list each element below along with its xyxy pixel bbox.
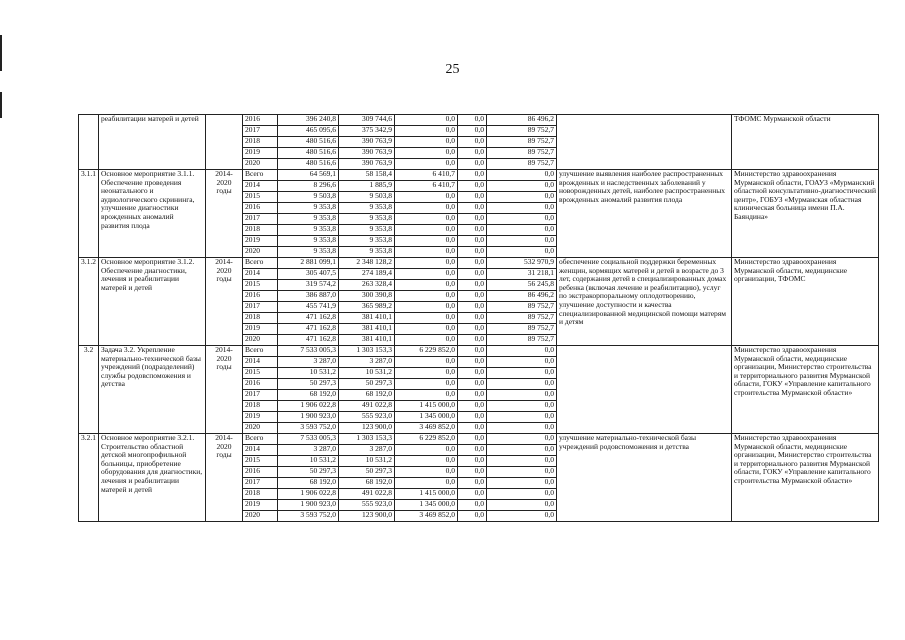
other-sources-cell: 0,0 [487, 346, 557, 357]
federal-budget-cell: 0,0 [395, 225, 458, 236]
total-amount-cell: 64 569,1 [278, 170, 339, 181]
other-sources-cell: 0,0 [487, 214, 557, 225]
regional-budget-cell: 123 900,0 [339, 511, 395, 522]
total-amount-cell: 9 503,8 [278, 192, 339, 203]
regional-budget-cell: 555 923,0 [339, 500, 395, 511]
year-cell: 2019 [243, 236, 278, 247]
measure-description-cell: Задача 3.2. Укрепление материально-технической базы учреждений (подразделений) службы родовспоможения и детства [99, 346, 206, 434]
executor-cell: Министерство здравоохранения Мурманской области, медицинские организации, Министерство строительства и территориального развития Мурманской области, ГОКУ «Управление капитального строительства Мурманской области» [732, 434, 879, 522]
year-cell: 2020 [243, 335, 278, 346]
local-budget-cell: 0,0 [458, 456, 487, 467]
regional-budget-cell: 1 303 153,3 [339, 434, 395, 445]
regional-budget-cell: 390 763,9 [339, 137, 395, 148]
regional-budget-cell: 381 410,1 [339, 313, 395, 324]
local-budget-cell: 0,0 [458, 500, 487, 511]
other-sources-cell: 532 970,9 [487, 258, 557, 269]
item-number-cell [79, 115, 99, 170]
total-amount-cell: 3 287,0 [278, 445, 339, 456]
other-sources-cell: 0,0 [487, 423, 557, 434]
federal-budget-cell: 6 229 852,0 [395, 434, 458, 445]
local-budget-cell: 0,0 [458, 423, 487, 434]
year-cell: 2018 [243, 225, 278, 236]
total-amount-cell: 480 516,6 [278, 137, 339, 148]
page-number: 25 [445, 62, 460, 77]
total-amount-cell: 455 741,9 [278, 302, 339, 313]
other-sources-cell: 56 245,8 [487, 280, 557, 291]
local-budget-cell: 0,0 [458, 181, 487, 192]
federal-budget-cell: 0,0 [395, 214, 458, 225]
year-cell: 2016 [243, 203, 278, 214]
regional-budget-cell: 274 189,4 [339, 269, 395, 280]
federal-budget-cell: 0,0 [395, 203, 458, 214]
regional-budget-cell: 10 531,2 [339, 368, 395, 379]
scan-edge-mark [0, 92, 2, 118]
year-cell: 2014 [243, 269, 278, 280]
total-amount-cell: 2 881 099,1 [278, 258, 339, 269]
local-budget-cell: 0,0 [458, 302, 487, 313]
other-sources-cell: 0,0 [487, 434, 557, 445]
local-budget-cell: 0,0 [458, 390, 487, 401]
federal-budget-cell: 0,0 [395, 368, 458, 379]
total-amount-cell: 1 906 022,8 [278, 401, 339, 412]
local-budget-cell: 0,0 [458, 412, 487, 423]
total-amount-cell: 3 287,0 [278, 357, 339, 368]
local-budget-cell: 0,0 [458, 291, 487, 302]
item-number-cell: 3.2.1 [79, 434, 99, 522]
executor-cell: Министерство здравоохранения Мурманской области, медицинские организации, Министерство строительства и территориального развития Мурманской области, ГОКУ «Управление капитального строительства Мурманской области» [732, 346, 879, 434]
regional-budget-cell: 381 410,1 [339, 324, 395, 335]
federal-budget-cell: 0,0 [395, 390, 458, 401]
year-cell: 2017 [243, 478, 278, 489]
local-budget-cell: 0,0 [458, 203, 487, 214]
other-sources-cell: 0,0 [487, 170, 557, 181]
local-budget-cell: 0,0 [458, 379, 487, 390]
other-sources-cell: 0,0 [487, 478, 557, 489]
local-budget-cell: 0,0 [458, 225, 487, 236]
regional-budget-cell: 9 353,8 [339, 203, 395, 214]
federal-budget-cell: 0,0 [395, 313, 458, 324]
other-sources-cell: 89 752,7 [487, 126, 557, 137]
total-amount-cell: 7 533 005,3 [278, 434, 339, 445]
year-cell: 2015 [243, 456, 278, 467]
year-cell: 2016 [243, 115, 278, 126]
expected-result-cell [557, 115, 732, 170]
item-number-cell: 3.2 [79, 346, 99, 434]
regional-budget-cell: 390 763,9 [339, 159, 395, 170]
local-budget-cell: 0,0 [458, 258, 487, 269]
total-amount-cell: 465 095,6 [278, 126, 339, 137]
total-amount-cell: 3 593 752,0 [278, 511, 339, 522]
local-budget-cell: 0,0 [458, 313, 487, 324]
year-cell: 2017 [243, 390, 278, 401]
table-body [79, 115, 879, 522]
other-sources-cell: 89 752,7 [487, 302, 557, 313]
local-budget-cell: 0,0 [458, 467, 487, 478]
regional-budget-cell: 365 989,2 [339, 302, 395, 313]
other-sources-cell: 89 752,7 [487, 148, 557, 159]
other-sources-cell: 86 496,2 [487, 115, 557, 126]
other-sources-cell: 0,0 [487, 192, 557, 203]
year-cell: Всего [243, 258, 278, 269]
year-cell: 2015 [243, 368, 278, 379]
regional-budget-cell: 491 022,8 [339, 401, 395, 412]
local-budget-cell: 0,0 [458, 346, 487, 357]
federal-budget-cell: 0,0 [395, 467, 458, 478]
total-amount-cell: 50 297,3 [278, 379, 339, 390]
federal-budget-cell: 0,0 [395, 324, 458, 335]
federal-budget-cell: 3 469 852,0 [395, 423, 458, 434]
year-cell: 2019 [243, 500, 278, 511]
local-budget-cell: 0,0 [458, 126, 487, 137]
regional-budget-cell: 375 342,9 [339, 126, 395, 137]
total-amount-cell: 9 353,8 [278, 225, 339, 236]
table-row [79, 170, 879, 181]
year-cell: 2016 [243, 467, 278, 478]
federal-budget-cell: 3 469 852,0 [395, 511, 458, 522]
total-amount-cell: 68 192,0 [278, 390, 339, 401]
regional-budget-cell: 50 297,3 [339, 467, 395, 478]
total-amount-cell: 305 407,5 [278, 269, 339, 280]
other-sources-cell: 89 752,7 [487, 335, 557, 346]
federal-budget-cell: 0,0 [395, 280, 458, 291]
other-sources-cell: 0,0 [487, 456, 557, 467]
federal-budget-cell: 0,0 [395, 379, 458, 390]
regional-budget-cell: 1 885,9 [339, 181, 395, 192]
total-amount-cell: 319 574,2 [278, 280, 339, 291]
total-amount-cell: 8 296,6 [278, 181, 339, 192]
total-amount-cell: 3 593 752,0 [278, 423, 339, 434]
local-budget-cell: 0,0 [458, 280, 487, 291]
item-number-cell: 3.1.1 [79, 170, 99, 258]
federal-budget-cell: 0,0 [395, 478, 458, 489]
federal-budget-cell: 0,0 [395, 291, 458, 302]
total-amount-cell: 396 240,8 [278, 115, 339, 126]
local-budget-cell: 0,0 [458, 115, 487, 126]
period-cell: 2014-2020 годы [206, 170, 243, 258]
period-cell: 2014-2020 годы [206, 258, 243, 346]
expected-result-cell [557, 346, 732, 434]
total-amount-cell: 1 900 923,0 [278, 412, 339, 423]
federal-budget-cell: 0,0 [395, 137, 458, 148]
measure-description-cell: Основное мероприятие 3.1.1. Обеспечение проведения неонатального и аудиологического скрининга, улучшение диагностики врожденных аномалий развития плода [99, 170, 206, 258]
other-sources-cell: 0,0 [487, 467, 557, 478]
federal-budget-cell: 1 345 000,0 [395, 500, 458, 511]
total-amount-cell: 471 162,8 [278, 335, 339, 346]
local-budget-cell: 0,0 [458, 247, 487, 258]
year-cell: 2020 [243, 247, 278, 258]
federal-budget-cell: 0,0 [395, 236, 458, 247]
local-budget-cell: 0,0 [458, 214, 487, 225]
year-cell: 2015 [243, 192, 278, 203]
year-cell: 2018 [243, 401, 278, 412]
year-cell: 2020 [243, 159, 278, 170]
other-sources-cell: 0,0 [487, 247, 557, 258]
other-sources-cell: 0,0 [487, 390, 557, 401]
regional-budget-cell: 390 763,9 [339, 148, 395, 159]
regional-budget-cell: 10 531,2 [339, 456, 395, 467]
total-amount-cell: 68 192,0 [278, 478, 339, 489]
expected-result-cell: улучшение материально-технической базы учреждений родовспоможения и детства [557, 434, 732, 522]
federal-budget-cell: 1 415 000,0 [395, 401, 458, 412]
regional-budget-cell: 9 353,8 [339, 225, 395, 236]
other-sources-cell: 0,0 [487, 357, 557, 368]
federal-budget-cell: 1 345 000,0 [395, 412, 458, 423]
local-budget-cell: 0,0 [458, 357, 487, 368]
regional-budget-cell: 555 923,0 [339, 412, 395, 423]
total-amount-cell: 9 353,8 [278, 236, 339, 247]
regional-budget-cell: 263 328,4 [339, 280, 395, 291]
regional-budget-cell: 50 297,3 [339, 379, 395, 390]
local-budget-cell: 0,0 [458, 159, 487, 170]
table-row [79, 115, 879, 126]
local-budget-cell: 0,0 [458, 511, 487, 522]
executor-cell: Министерство здравоохранения Мурманской области, ГОАУЗ «Мурманский областной консультативно-диагностический центр», ГОБУЗ «Мурманская областная клиническая больница имени П.А. Баяндина» [732, 170, 879, 258]
other-sources-cell: 86 496,2 [487, 291, 557, 302]
regional-budget-cell: 491 022,8 [339, 489, 395, 500]
regional-budget-cell: 9 353,8 [339, 236, 395, 247]
expected-result-cell: обеспечение социальной поддержки беременных женщин, кормящих матерей и детей в возрасте до 3 лет, содержания детей в специализированных домах ребенка (включая лечение и реабилитацию), услуг по экстракорпоральному оплодотворению, улучшение доступности и качества специализированной медицинской помощи матерям и детям [557, 258, 732, 346]
other-sources-cell: 89 752,7 [487, 324, 557, 335]
executor-cell: Министерство здравоохранения Мурманской области, медицинские организации, ТФОМС [732, 258, 879, 346]
table-row [79, 434, 879, 445]
regional-budget-cell: 3 287,0 [339, 445, 395, 456]
total-amount-cell: 1 900 923,0 [278, 500, 339, 511]
federal-budget-cell: 0,0 [395, 357, 458, 368]
year-cell: 2016 [243, 291, 278, 302]
other-sources-cell: 0,0 [487, 401, 557, 412]
federal-budget-cell: 0,0 [395, 247, 458, 258]
regional-budget-cell: 9 353,8 [339, 214, 395, 225]
year-cell: 2015 [243, 280, 278, 291]
local-budget-cell: 0,0 [458, 368, 487, 379]
regional-budget-cell: 300 390,8 [339, 291, 395, 302]
federal-budget-cell: 0,0 [395, 126, 458, 137]
other-sources-cell: 0,0 [487, 412, 557, 423]
year-cell: 2017 [243, 302, 278, 313]
year-cell: 2014 [243, 445, 278, 456]
other-sources-cell: 0,0 [487, 379, 557, 390]
total-amount-cell: 480 516,6 [278, 148, 339, 159]
federal-budget-cell: 0,0 [395, 302, 458, 313]
year-cell: 2016 [243, 379, 278, 390]
year-cell: 2017 [243, 126, 278, 137]
other-sources-cell: 89 752,7 [487, 137, 557, 148]
regional-budget-cell: 2 348 128,2 [339, 258, 395, 269]
table-row [79, 258, 879, 269]
other-sources-cell: 0,0 [487, 368, 557, 379]
local-budget-cell: 0,0 [458, 335, 487, 346]
regional-budget-cell: 68 192,0 [339, 390, 395, 401]
federal-budget-cell: 0,0 [395, 148, 458, 159]
year-cell: 2020 [243, 423, 278, 434]
regional-budget-cell: 9 353,8 [339, 247, 395, 258]
federal-budget-cell: 0,0 [395, 445, 458, 456]
local-budget-cell: 0,0 [458, 137, 487, 148]
federal-budget-cell: 0,0 [395, 115, 458, 126]
total-amount-cell: 480 516,6 [278, 159, 339, 170]
local-budget-cell: 0,0 [458, 445, 487, 456]
federal-budget-cell: 1 415 000,0 [395, 489, 458, 500]
period-cell [206, 115, 243, 170]
regional-budget-cell: 68 192,0 [339, 478, 395, 489]
regional-budget-cell: 1 303 153,3 [339, 346, 395, 357]
other-sources-cell: 0,0 [487, 511, 557, 522]
year-cell: 2018 [243, 137, 278, 148]
other-sources-cell: 0,0 [487, 225, 557, 236]
year-cell: 2020 [243, 511, 278, 522]
local-budget-cell: 0,0 [458, 401, 487, 412]
other-sources-cell: 0,0 [487, 445, 557, 456]
year-cell: 2019 [243, 148, 278, 159]
local-budget-cell: 0,0 [458, 192, 487, 203]
regional-budget-cell: 3 287,0 [339, 357, 395, 368]
local-budget-cell: 0,0 [458, 236, 487, 247]
total-amount-cell: 386 887,0 [278, 291, 339, 302]
other-sources-cell: 0,0 [487, 489, 557, 500]
other-sources-cell: 89 752,7 [487, 159, 557, 170]
measure-description-cell: реабилитации матерей и детей [99, 115, 206, 170]
other-sources-cell: 0,0 [487, 236, 557, 247]
expected-result-cell: улучшение выявления наиболее распространенных врожденных и наследственных заболеваний у новорожденных детей, наиболее распространенных врожденных аномалий развития плода [557, 170, 732, 258]
regional-budget-cell: 9 503,8 [339, 192, 395, 203]
year-cell: 2017 [243, 214, 278, 225]
program-funding-table [78, 114, 879, 522]
federal-budget-cell: 0,0 [395, 335, 458, 346]
total-amount-cell: 9 353,8 [278, 247, 339, 258]
year-cell: 2014 [243, 181, 278, 192]
total-amount-cell: 50 297,3 [278, 467, 339, 478]
other-sources-cell: 31 218,1 [487, 269, 557, 280]
local-budget-cell: 0,0 [458, 269, 487, 280]
measure-description-cell: Основное мероприятие 3.1.2. Обеспечение диагностики, лечения и реабилитации матерей и детей [99, 258, 206, 346]
federal-budget-cell: 0,0 [395, 456, 458, 467]
local-budget-cell: 0,0 [458, 478, 487, 489]
total-amount-cell: 1 906 022,8 [278, 489, 339, 500]
year-cell: 2014 [243, 357, 278, 368]
year-cell: Всего [243, 346, 278, 357]
total-amount-cell: 10 531,2 [278, 368, 339, 379]
federal-budget-cell: 6 229 852,0 [395, 346, 458, 357]
period-cell: 2014-2020 годы [206, 346, 243, 434]
item-number-cell: 3.1.2 [79, 258, 99, 346]
total-amount-cell: 9 353,8 [278, 203, 339, 214]
total-amount-cell: 10 531,2 [278, 456, 339, 467]
local-budget-cell: 0,0 [458, 324, 487, 335]
year-cell: 2018 [243, 313, 278, 324]
year-cell: 2019 [243, 324, 278, 335]
executor-cell: ТФОМС Мурманской области [732, 115, 879, 170]
year-cell: 2019 [243, 412, 278, 423]
total-amount-cell: 9 353,8 [278, 214, 339, 225]
federal-budget-cell: 0,0 [395, 258, 458, 269]
local-budget-cell: 0,0 [458, 170, 487, 181]
regional-budget-cell: 123 900,0 [339, 423, 395, 434]
local-budget-cell: 0,0 [458, 489, 487, 500]
federal-budget-cell: 0,0 [395, 192, 458, 203]
other-sources-cell: 0,0 [487, 181, 557, 192]
federal-budget-cell: 6 410,7 [395, 181, 458, 192]
other-sources-cell: 89 752,7 [487, 313, 557, 324]
other-sources-cell: 0,0 [487, 203, 557, 214]
table-row [79, 346, 879, 357]
year-cell: Всего [243, 434, 278, 445]
regional-budget-cell: 58 158,4 [339, 170, 395, 181]
measure-description-cell: Основное мероприятие 3.2.1. Строительство областной детской многопрофильной больницы, приобретение оборудования для диагностики, лечения и реабилитации матерей и детей [99, 434, 206, 522]
regional-budget-cell: 381 410,1 [339, 335, 395, 346]
local-budget-cell: 0,0 [458, 148, 487, 159]
federal-budget-cell: 0,0 [395, 159, 458, 170]
federal-budget-cell: 6 410,7 [395, 170, 458, 181]
total-amount-cell: 7 533 005,3 [278, 346, 339, 357]
period-cell: 2014-2020 годы [206, 434, 243, 522]
other-sources-cell: 0,0 [487, 500, 557, 511]
year-cell: Всего [243, 170, 278, 181]
regional-budget-cell: 309 744,6 [339, 115, 395, 126]
federal-budget-cell: 0,0 [395, 269, 458, 280]
total-amount-cell: 471 162,8 [278, 324, 339, 335]
local-budget-cell: 0,0 [458, 434, 487, 445]
total-amount-cell: 471 162,8 [278, 313, 339, 324]
year-cell: 2018 [243, 489, 278, 500]
